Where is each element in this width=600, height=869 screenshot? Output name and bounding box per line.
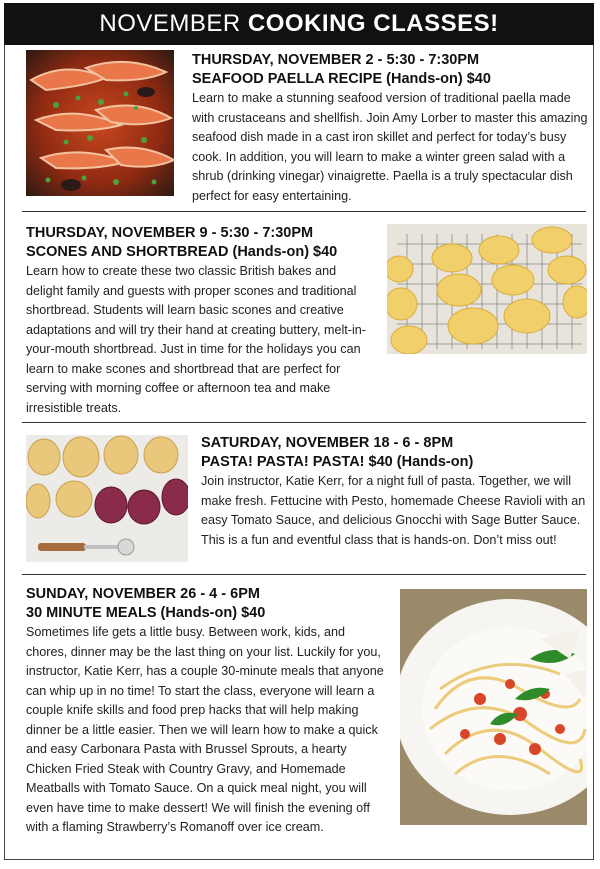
paella-photo: [26, 50, 174, 196]
class-description: Sometimes life gets a little busy. Between work, kids, and chores, dinner may be the last thing on your list. Luckily for you, instructor, Katie Kerr, has a couple 30-minute meals that anyone can whip up in no time! To start the class, everyone will learn a couple knife skills and food prep hacks that will help making dinner be a little easier. Then we will learn how to make a quick and easy Carbonara Pasta with Brussel Sprouts, a hearty Chicken Fried Steak with Country Gravy, and Homemade Meatballs with Tomato Sauce. On a quick meal night, you will even have time to make dessert! We will finish the evening off with a flaming Strawberry’s Romanoff over ice cream.: [26, 625, 384, 834]
pasta-bowl-photo: [400, 589, 587, 825]
class-date-line: SATURDAY, NOVEMBER 18 - 6 - 8PM: [201, 435, 454, 451]
class-30-minute-meals: [26, 585, 386, 838]
shortbread-photo: [387, 224, 587, 354]
class-title-line: SEAFOOD PAELLA RECIPE (Hands-on) $40: [192, 71, 491, 87]
section-divider: [22, 211, 586, 212]
pasta-photo: [26, 435, 188, 562]
class-description: Join instructor, Katie Kerr, for a night full of pasta. Together, we will make fresh. Fettucine with Pesto, homemade Cheese Ravioli with an easy Tomato Sauce, and delicious Gnocchi with Sage Butter Sauce. This is a fun and eventful class that is hands-on. Don’t miss out!: [201, 474, 586, 547]
section-divider: [22, 422, 586, 423]
page-banner: [4, 3, 594, 45]
banner-title-bold: COOKING CLASSES!: [247, 10, 499, 37]
class-description: Learn to make a stunning seafood version of traditional paella made with crustaceans and shellfish. Join Amy Lorber to master this amazing seafood dish made in a cast iron skillet and perfect for today’s busy cook. In addition, you will learn to make a winter green salad with a shrub (drinking vinegar) vinaigrette. Paella is a truly spectacular dish perfect for easy entertaining.: [192, 91, 588, 203]
class-seafood-paella: [192, 51, 588, 206]
class-title-line: PASTA! PASTA! PASTA! $40 (Hands-on): [201, 454, 474, 470]
banner-title-light: NOVEMBER: [99, 10, 241, 37]
class-date-line: SUNDAY, NOVEMBER 26 - 4 - 6PM: [26, 586, 260, 602]
class-title-line: 30 MINUTE MEALS (Hands-on) $40: [26, 605, 266, 621]
class-description: Learn how to create these two classic British bakes and delight family and guests with proper scones and traditional shortbread. Students will learn basic scones and creative adaptations and will try their hand at creating buttery, melt-in- your-mouth shortbread. Just in time for the holidays you can learn to make scones and shortbread that are perfect for serving with morning coffee or afternoon tea and make irresistible treats.: [26, 264, 366, 415]
class-scones-shortbread: [26, 224, 374, 418]
class-date-line: THURSDAY, NOVEMBER 2 - 5:30 - 7:30PM: [192, 52, 480, 68]
class-title-line: SCONES AND SHORTBREAD (Hands-on) $40: [26, 244, 338, 260]
class-date-line: THURSDAY, NOVEMBER 9 - 5:30 - 7:30PM: [26, 225, 314, 241]
class-pasta: [201, 434, 589, 550]
section-divider: [22, 574, 586, 575]
